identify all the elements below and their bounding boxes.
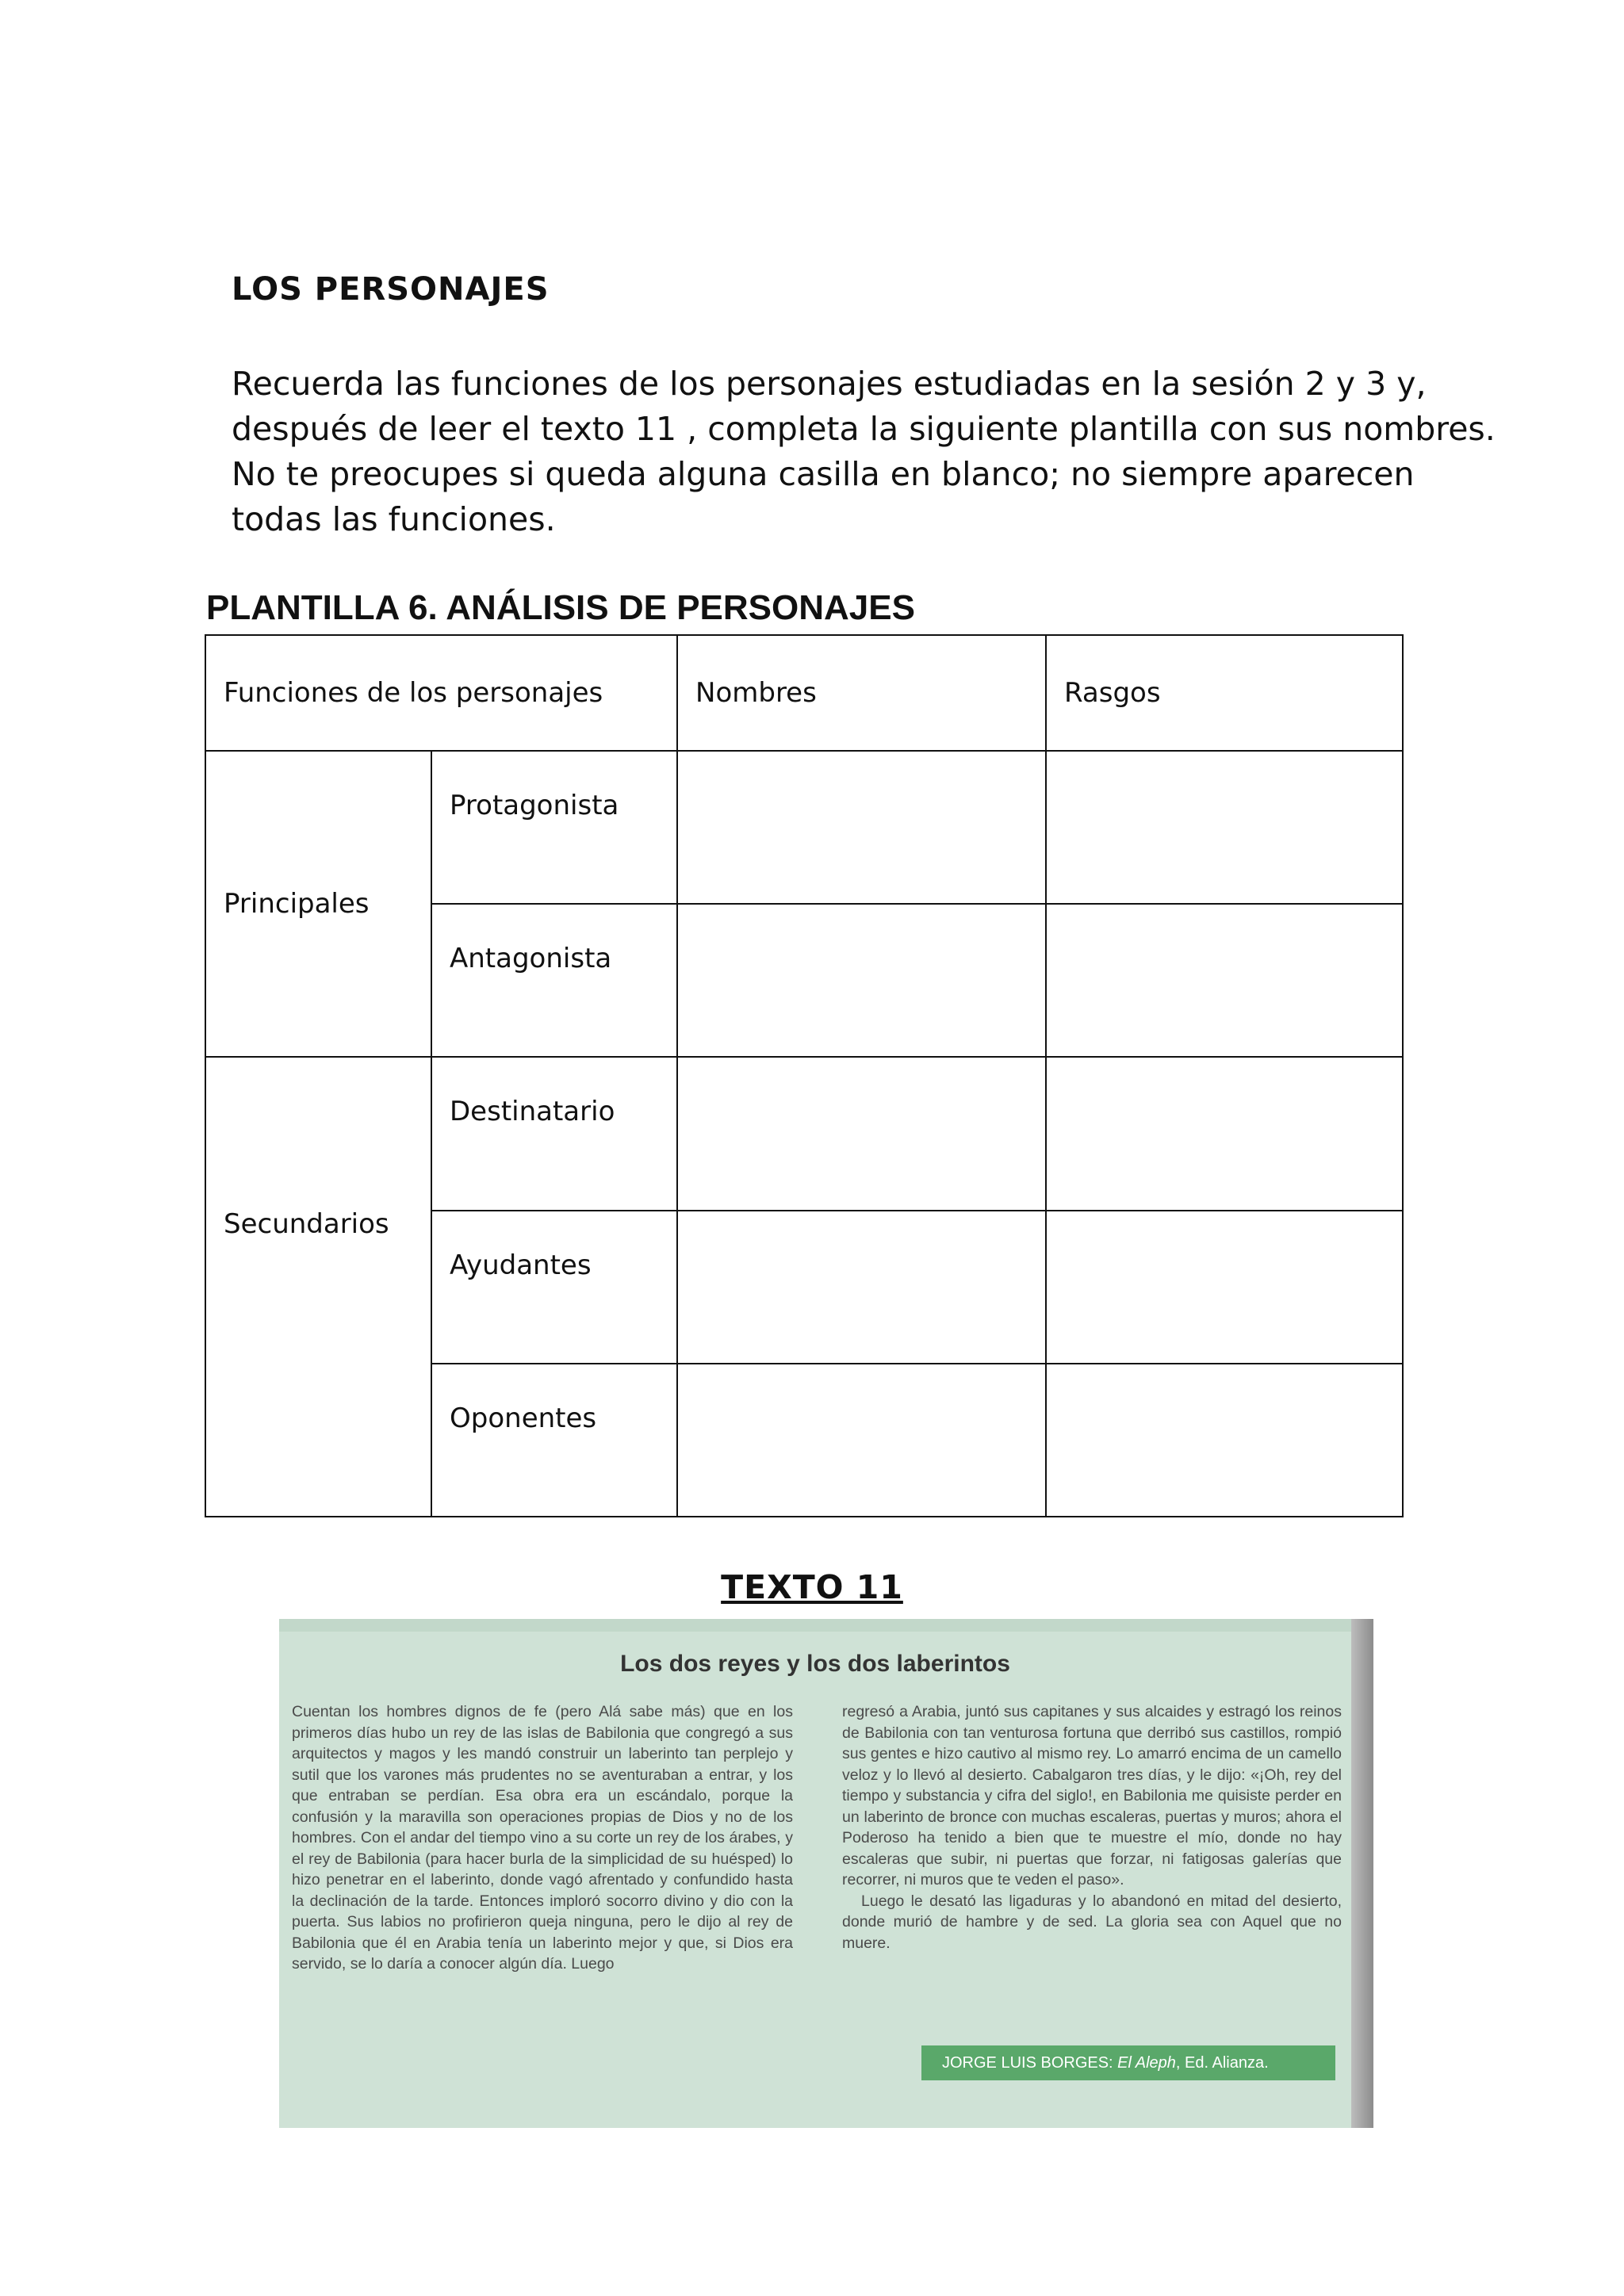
traits-cell[interactable] xyxy=(1046,1057,1403,1210)
story-paragraph: regresó a Arabia, juntó sus capitanes y sus alcaides y estragó los reinos de Babilonia con tan venturosa fortuna que derribó sus castillos, rompió sus gentes e hizo cautivo al mismo rey. Lo amarró encima de un camello veloz y lo llevó al desierto. Cabalgaron tres días, y le dijo: «¡Oh, rey del tiempo y substancia y cifra del siglo!, en Babilonia me quisiste perder en un laberinto de bronce con muchas escaleras, puertas y muros; ahora el Poderoso ha tenido a bien que te muestre el mío, donde no hay escaleras que subir, ni puertas que forzar, ni fatigosas galerías que recorrer, ni muros que te veden el paso». xyxy=(842,1703,1342,1888)
source-author: JORGE LUIS BORGES: xyxy=(942,2054,1113,2072)
function-antagonist: Antagonista xyxy=(431,904,677,1057)
traits-cell[interactable] xyxy=(1046,1364,1403,1517)
table-header-row xyxy=(205,635,1403,751)
page-fold-shadow xyxy=(1351,1619,1373,2128)
header-functions: Funciones de los personajes xyxy=(205,635,677,751)
top-band xyxy=(279,1619,1351,1632)
group-secondary: Secundarios xyxy=(205,1057,431,1517)
function-recipient: Destinatario xyxy=(431,1057,677,1210)
group-principal: Principales xyxy=(205,751,431,1057)
traits-cell[interactable] xyxy=(1046,1211,1403,1364)
story-column-left: Cuentan los hombres dignos de fe (pero Alá sabe más) que en los primeros días hubo un rey de las islas de Babilonia que congregó a sus arquitectos y magos y les mandó construir un laberinto tan perplejo y sutil que los varones más prudentes no se aventuraban a entrar, y los que entraban se perdían. Esa obra era un escándalo, porque la confusión y la maravilla son operaciones propias de Dios y no de los hombres. Con el andar del tiempo vino a su corte un rey de los árabes, y el rey de Babilonia (para hacer burla de la simplicidad de su huésped) lo hizo penetrar en el laberinto, donde vagó afrentado y confundido hasta la declinación de la tarde. Entonces imploró socorro divino y dio con la puerta. Sus labios no profirieron queja ninguna, pero le dijo al rey de Babilonia que él en Arabia tenía un laberinto mejor y que, si Dios era servido, se lo daría a conocer algún día. Luego xyxy=(292,1703,793,1973)
source-citation xyxy=(921,2045,1335,2080)
names-cell[interactable] xyxy=(677,1211,1046,1364)
character-analysis-table xyxy=(205,634,1404,1517)
traits-cell[interactable] xyxy=(1046,904,1403,1057)
header-names: Nombres xyxy=(677,635,1046,751)
template-title: PLANTILLA 6. ANÁLISIS DE PERSONAJES xyxy=(206,588,915,627)
traits-cell[interactable] xyxy=(1046,751,1403,904)
section-heading: LOS PERSONAJES xyxy=(232,271,550,308)
table-row xyxy=(205,1057,1403,1210)
names-cell[interactable] xyxy=(677,1057,1046,1210)
instructions-line: después de leer el texto 11 , completa la siguiente plantilla con sus nombres. xyxy=(232,410,1496,448)
instructions-line: Recuerda las funciones de los personajes estudiadas en la sesión 2 y 3 y, xyxy=(232,365,1427,403)
header-traits: Rasgos xyxy=(1046,635,1403,751)
text-11-excerpt xyxy=(279,1619,1373,2128)
story-paragraph: Luego le desató las ligaduras y lo abandonó en mitad del desierto, donde murió de hambre y de sed. La gloria sea con Aquel que no muere. xyxy=(842,1892,1342,1952)
table-row xyxy=(205,751,1403,904)
instructions-paragraph xyxy=(232,362,1496,542)
story-title: Los dos reyes y los dos laberintos xyxy=(620,1651,1010,1677)
source-publisher: , Ed. Alianza. xyxy=(1175,2054,1269,2072)
function-protagonist: Protagonista xyxy=(431,751,677,904)
instructions-line: No te preocupes si queda alguna casilla en blanco; no siempre aparecen xyxy=(232,455,1415,493)
names-cell[interactable] xyxy=(677,1364,1046,1517)
function-helpers: Ayudantes xyxy=(431,1211,677,1364)
names-cell[interactable] xyxy=(677,751,1046,904)
story-column-right xyxy=(842,1701,1342,1954)
instructions-line: todas las funciones. xyxy=(232,500,556,538)
names-cell[interactable] xyxy=(677,904,1046,1057)
source-book: El Aleph xyxy=(1117,2054,1176,2072)
text-title: TEXTO 11 xyxy=(721,1568,903,1606)
function-opponents: Oponentes xyxy=(431,1364,677,1517)
